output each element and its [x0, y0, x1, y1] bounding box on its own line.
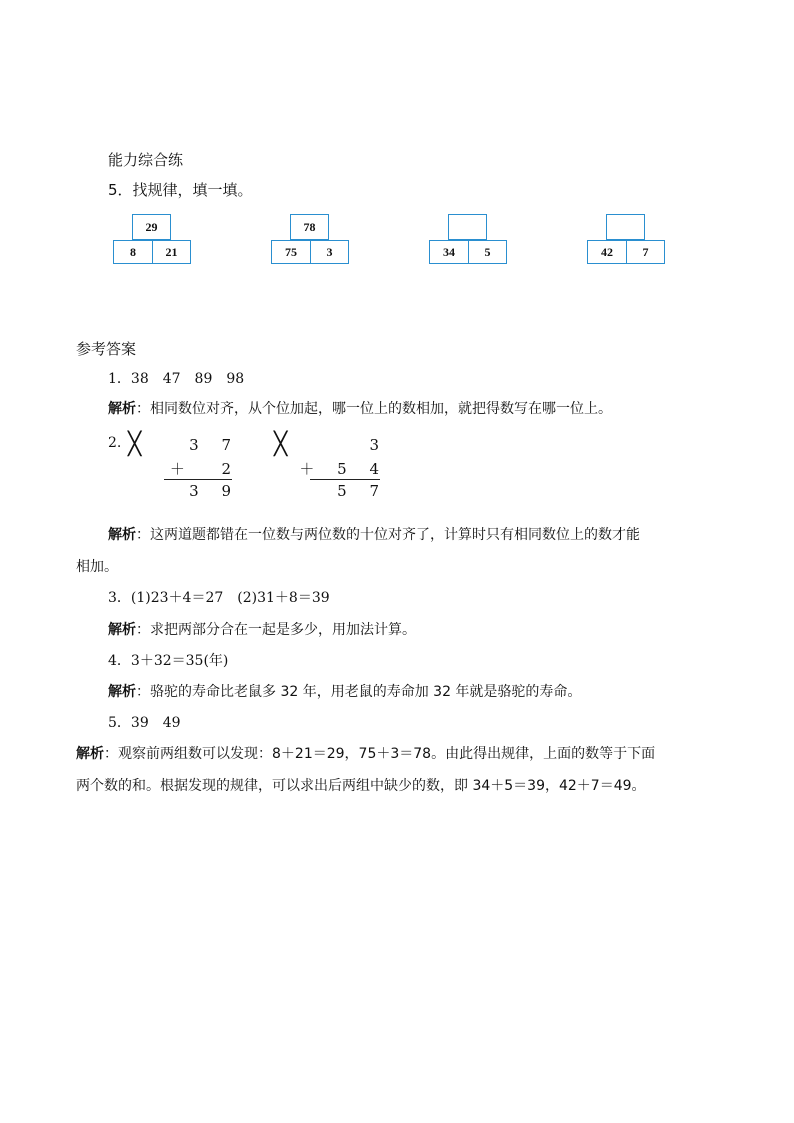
- calc-middle-row: ＋ 2: [169, 460, 240, 478]
- answer-1: 1．38 47 89 98: [108, 371, 245, 387]
- explanation-text: ：骆驼的寿命比老鼠多 32 年，用老鼠的寿命加 32 年就是骆驼的寿命。: [136, 684, 582, 700]
- number-triangle-2: [271, 214, 349, 264]
- calc-result-row: 3 9: [189, 482, 240, 500]
- answer-2-number: 2.: [108, 435, 122, 451]
- answer-5-explanation: [76, 745, 655, 763]
- number-triangle-1: [113, 214, 191, 264]
- explanation-text: ：求把两部分合在一起是多少，用加法计算。: [136, 622, 416, 638]
- triangle-right-cell: 3: [310, 240, 349, 264]
- triangle-top-cell-blank[interactable]: [606, 214, 645, 240]
- explanation-label: 解析: [76, 746, 104, 762]
- calc-middle-row: ＋ 5 4: [299, 460, 388, 478]
- explanation-label: 解析: [108, 527, 136, 543]
- calc-top-row: 3: [369, 436, 388, 454]
- calc-divider-line: [310, 479, 380, 480]
- explanation-text: ：这两道题都错在一位数与两位数的十位对齐了，计算时只有相同数位上的数才能: [136, 527, 640, 543]
- answer-2-explanation-cont: 相加。: [76, 559, 118, 575]
- explanation-label: 解析: [108, 401, 136, 417]
- answer-5-explanation-cont: 两个数的和。根据发现的规律，可以求出后两组中缺少的数，即 34＋5＝39，42＋7＝49。: [76, 778, 646, 794]
- explanation-text: ：相同数位对齐，从个位加起，哪一位上的数相加，就把得数写在哪一位上。: [136, 401, 612, 417]
- number-triangle-3: [429, 214, 507, 264]
- answer-1-explanation: [108, 400, 612, 418]
- answer-4: 4．3＋32＝35(年): [108, 653, 229, 669]
- calc-top-row: 3 7: [189, 436, 240, 454]
- calc-result-row: 5 7: [337, 482, 388, 500]
- triangle-right-cell: 7: [626, 240, 665, 264]
- answer-3: 3．(1)23＋4＝27 (2)31＋8＝39: [108, 590, 330, 606]
- wrong-cross-mark-1: ╳: [128, 432, 142, 457]
- triangle-top-cell-blank[interactable]: [448, 214, 487, 240]
- answer-4-explanation: [108, 683, 581, 701]
- number-triangle-4: [587, 214, 665, 264]
- triangle-top-cell: 29: [132, 214, 171, 240]
- calc-divider-line: [164, 479, 232, 480]
- explanation-text: ：观察前两组数可以发现：8＋21＝29，75＋3＝78。由此得出规律，上面的数等于下面: [104, 746, 656, 762]
- answers-title: 参考答案: [76, 340, 137, 358]
- answer-2-explanation: [108, 526, 640, 544]
- triangle-left-cell: 34: [429, 240, 469, 264]
- question-5-title: 5．找规律，填一填。: [108, 181, 253, 199]
- triangle-left-cell: 42: [587, 240, 627, 264]
- vertical-calculation-1: [160, 436, 240, 502]
- section-title: 能力综合练: [108, 151, 184, 169]
- vertical-calculation-2: [299, 436, 388, 502]
- answer-5: 5．39 49: [108, 715, 181, 731]
- triangle-right-cell: 5: [468, 240, 507, 264]
- wrong-cross-mark-2: ╳: [274, 432, 288, 457]
- triangle-left-cell: 75: [271, 240, 311, 264]
- explanation-label: 解析: [108, 684, 136, 700]
- answer-3-explanation: [108, 621, 416, 639]
- explanation-label: 解析: [108, 622, 136, 638]
- triangle-top-cell: 78: [290, 214, 329, 240]
- triangle-right-cell: 21: [152, 240, 191, 264]
- triangle-left-cell: 8: [113, 240, 153, 264]
